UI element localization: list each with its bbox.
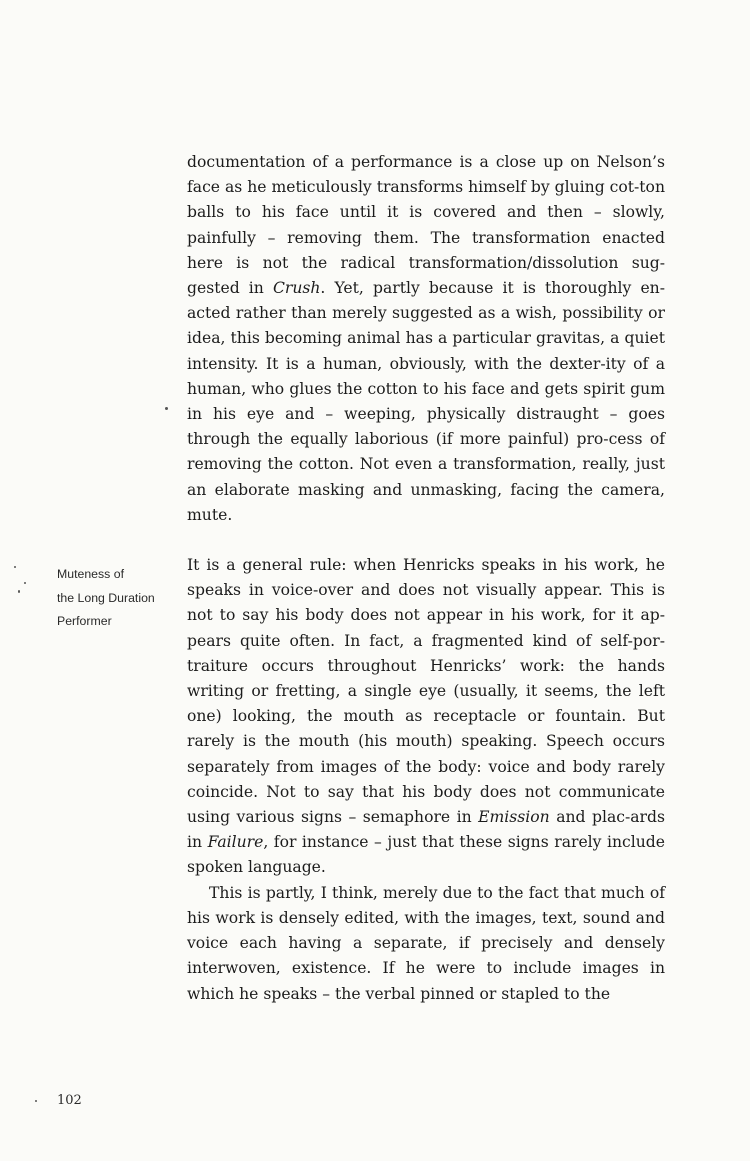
scan-speck [24, 582, 26, 584]
paragraph-section-opening [187, 553, 665, 881]
page-number: 102 [57, 1093, 82, 1108]
scan-speck [18, 590, 20, 593]
italic-title-failure: Failure [207, 833, 264, 852]
text-run: , for instance – just that these signs rarely include spoken language. [187, 833, 665, 877]
paragraph-indented [187, 881, 665, 1007]
text-run: documentation of a performance is a close up on Nelson’s face as he meticulously transforms himself by gluing cot-ton balls to his face until it is covered and then – slowly, painfully – removing them. The transformation enacted here is not the radical transformation/dissolution sug-gested in [187, 153, 665, 298]
margin-heading-line-1: Muteness of [57, 567, 124, 581]
italic-title-crush: Crush [272, 279, 321, 298]
text-run: and plac-ards in [187, 808, 665, 852]
margin-heading [57, 563, 172, 634]
scan-speck [35, 1100, 37, 1102]
text-run: It is a general rule: when Henricks speaks in his work, he speaks in voice-over and does not visually appear. This is not to say his body does not appear in his work, for it ap-pears quite often. In fact, a fragmented kind of self-por-traiture occurs throughout Henricks’ work: the hands writing or fretting, a single eye (usually, it seems, the left one) looking, the mouth as receptacle or fountain. But rarely is the mouth (his mouth) speaking. Speech occurs separately from images of the body: voice and body rarely coincide. Not to say that his body does not communicate using various signs – semaphore in [187, 556, 665, 827]
margin-heading-line-2: the Long Duration [57, 590, 155, 605]
scan-speck [14, 566, 16, 568]
body-text [187, 150, 665, 1007]
text-run: This is partly, I think, merely due to the fact that much of his work is densely edited, with the images, text, sound and voice each having a separate, if precisely and densely interwoven, existence. If he were to include images in which he speaks – the verbal pinned or stapled to the [187, 883, 665, 1003]
scan-speck [165, 407, 168, 410]
margin-heading-line-3: Performer [57, 614, 112, 628]
paragraph-continuation [187, 150, 665, 528]
text-run: . Yet, partly because it is thoroughly en-acted rather than merely suggested as a wish, possibility or idea, this becoming animal has a particular gravitas, a quiet intensity. It is a human, obviously, with the dexter-ity of a human, who glues the cotton to his face and gets spirit gum in his eye and – weeping, physically distraught – goes through the equally laborious (if more painful) pro-cess of removing the cotton. Not even a transformation, really, just an elaborate masking and unmasking, facing the camera, mute. [187, 279, 665, 524]
italic-title-emission: Emission [478, 808, 550, 827]
